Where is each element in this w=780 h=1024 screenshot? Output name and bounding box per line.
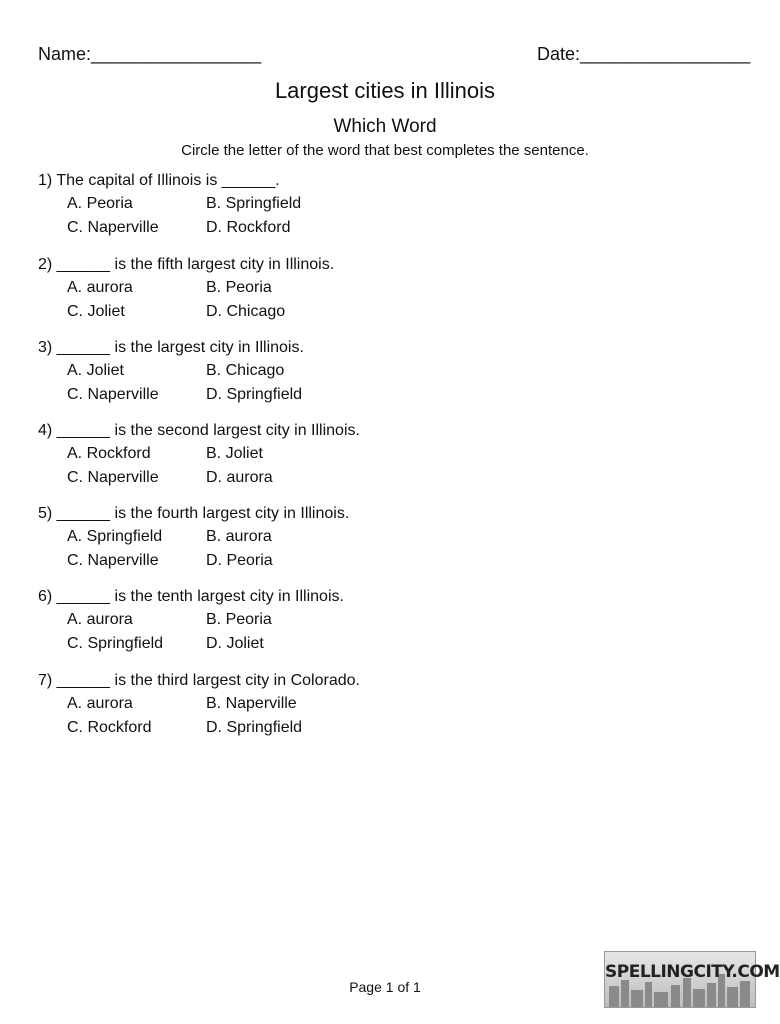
date-field-label: Date:_________________ bbox=[537, 44, 751, 64]
worksheet-subtitle: Which Word bbox=[333, 116, 437, 137]
option-a: A. aurora bbox=[67, 279, 133, 296]
instructions: Circle the letter of the word that best completes the sentence. bbox=[181, 142, 589, 159]
option-a: A. aurora bbox=[67, 695, 133, 712]
option-d: D. Springfield bbox=[206, 719, 303, 736]
question-text: 5) ______ is the fourth largest city in Illinois. bbox=[38, 505, 350, 522]
option-c: C. Springfield bbox=[67, 635, 164, 652]
spellingcity-logo bbox=[604, 951, 780, 1008]
question-text: 1) The capital of Illinois is ______. bbox=[38, 172, 280, 189]
question-text: 4) ______ is the second largest city in Illinois. bbox=[38, 422, 360, 439]
option-d: D. Rockford bbox=[206, 219, 291, 236]
option-b: B. Peoria bbox=[206, 611, 272, 628]
option-d: D. Springfield bbox=[206, 386, 303, 403]
question-1 bbox=[38, 172, 638, 252]
option-a: A. Rockford bbox=[67, 445, 151, 462]
option-d: D. Joliet bbox=[206, 635, 264, 652]
question-6 bbox=[38, 588, 638, 668]
question-text: 7) ______ is the third largest city in Colorado. bbox=[38, 672, 360, 689]
question-7 bbox=[38, 672, 638, 752]
option-c: C. Naperville bbox=[67, 552, 159, 569]
option-c: C. Naperville bbox=[67, 219, 159, 236]
question-text: 2) ______ is the fifth largest city in Illinois. bbox=[38, 256, 335, 273]
option-c: C. Naperville bbox=[67, 469, 159, 486]
worksheet-title: Largest cities in Illinois bbox=[274, 78, 496, 103]
question-4 bbox=[38, 422, 638, 502]
option-d: D. Peoria bbox=[206, 552, 273, 569]
option-c: C. Rockford bbox=[67, 719, 152, 736]
option-c: C. Naperville bbox=[67, 386, 159, 403]
option-b: B. aurora bbox=[206, 528, 272, 545]
option-d: D. Chicago bbox=[206, 303, 286, 320]
option-a: A. Peoria bbox=[67, 195, 133, 212]
option-b: B. Naperville bbox=[206, 695, 297, 712]
question-3 bbox=[38, 339, 638, 419]
question-text: 3) ______ is the largest city in Illinois. bbox=[38, 339, 304, 356]
option-b: B. Chicago bbox=[206, 362, 285, 379]
page-number: Page 1 of 1 bbox=[349, 979, 421, 995]
option-a: A. Joliet bbox=[67, 362, 124, 379]
option-c: C. Joliet bbox=[67, 303, 125, 320]
option-b: B. Joliet bbox=[206, 445, 263, 462]
question-text: 6) ______ is the tenth largest city in Illinois. bbox=[38, 588, 344, 605]
question-5 bbox=[38, 505, 638, 585]
option-b: B. Springfield bbox=[206, 195, 302, 212]
option-d: D. aurora bbox=[206, 469, 273, 486]
option-b: B. Peoria bbox=[206, 279, 272, 296]
logo-text: SPELLINGCITY.COM bbox=[605, 962, 780, 982]
option-a: A. aurora bbox=[67, 611, 133, 628]
question-2 bbox=[38, 256, 638, 336]
name-field-label: Name:_________________ bbox=[38, 44, 262, 64]
option-a: A. Springfield bbox=[67, 528, 163, 545]
